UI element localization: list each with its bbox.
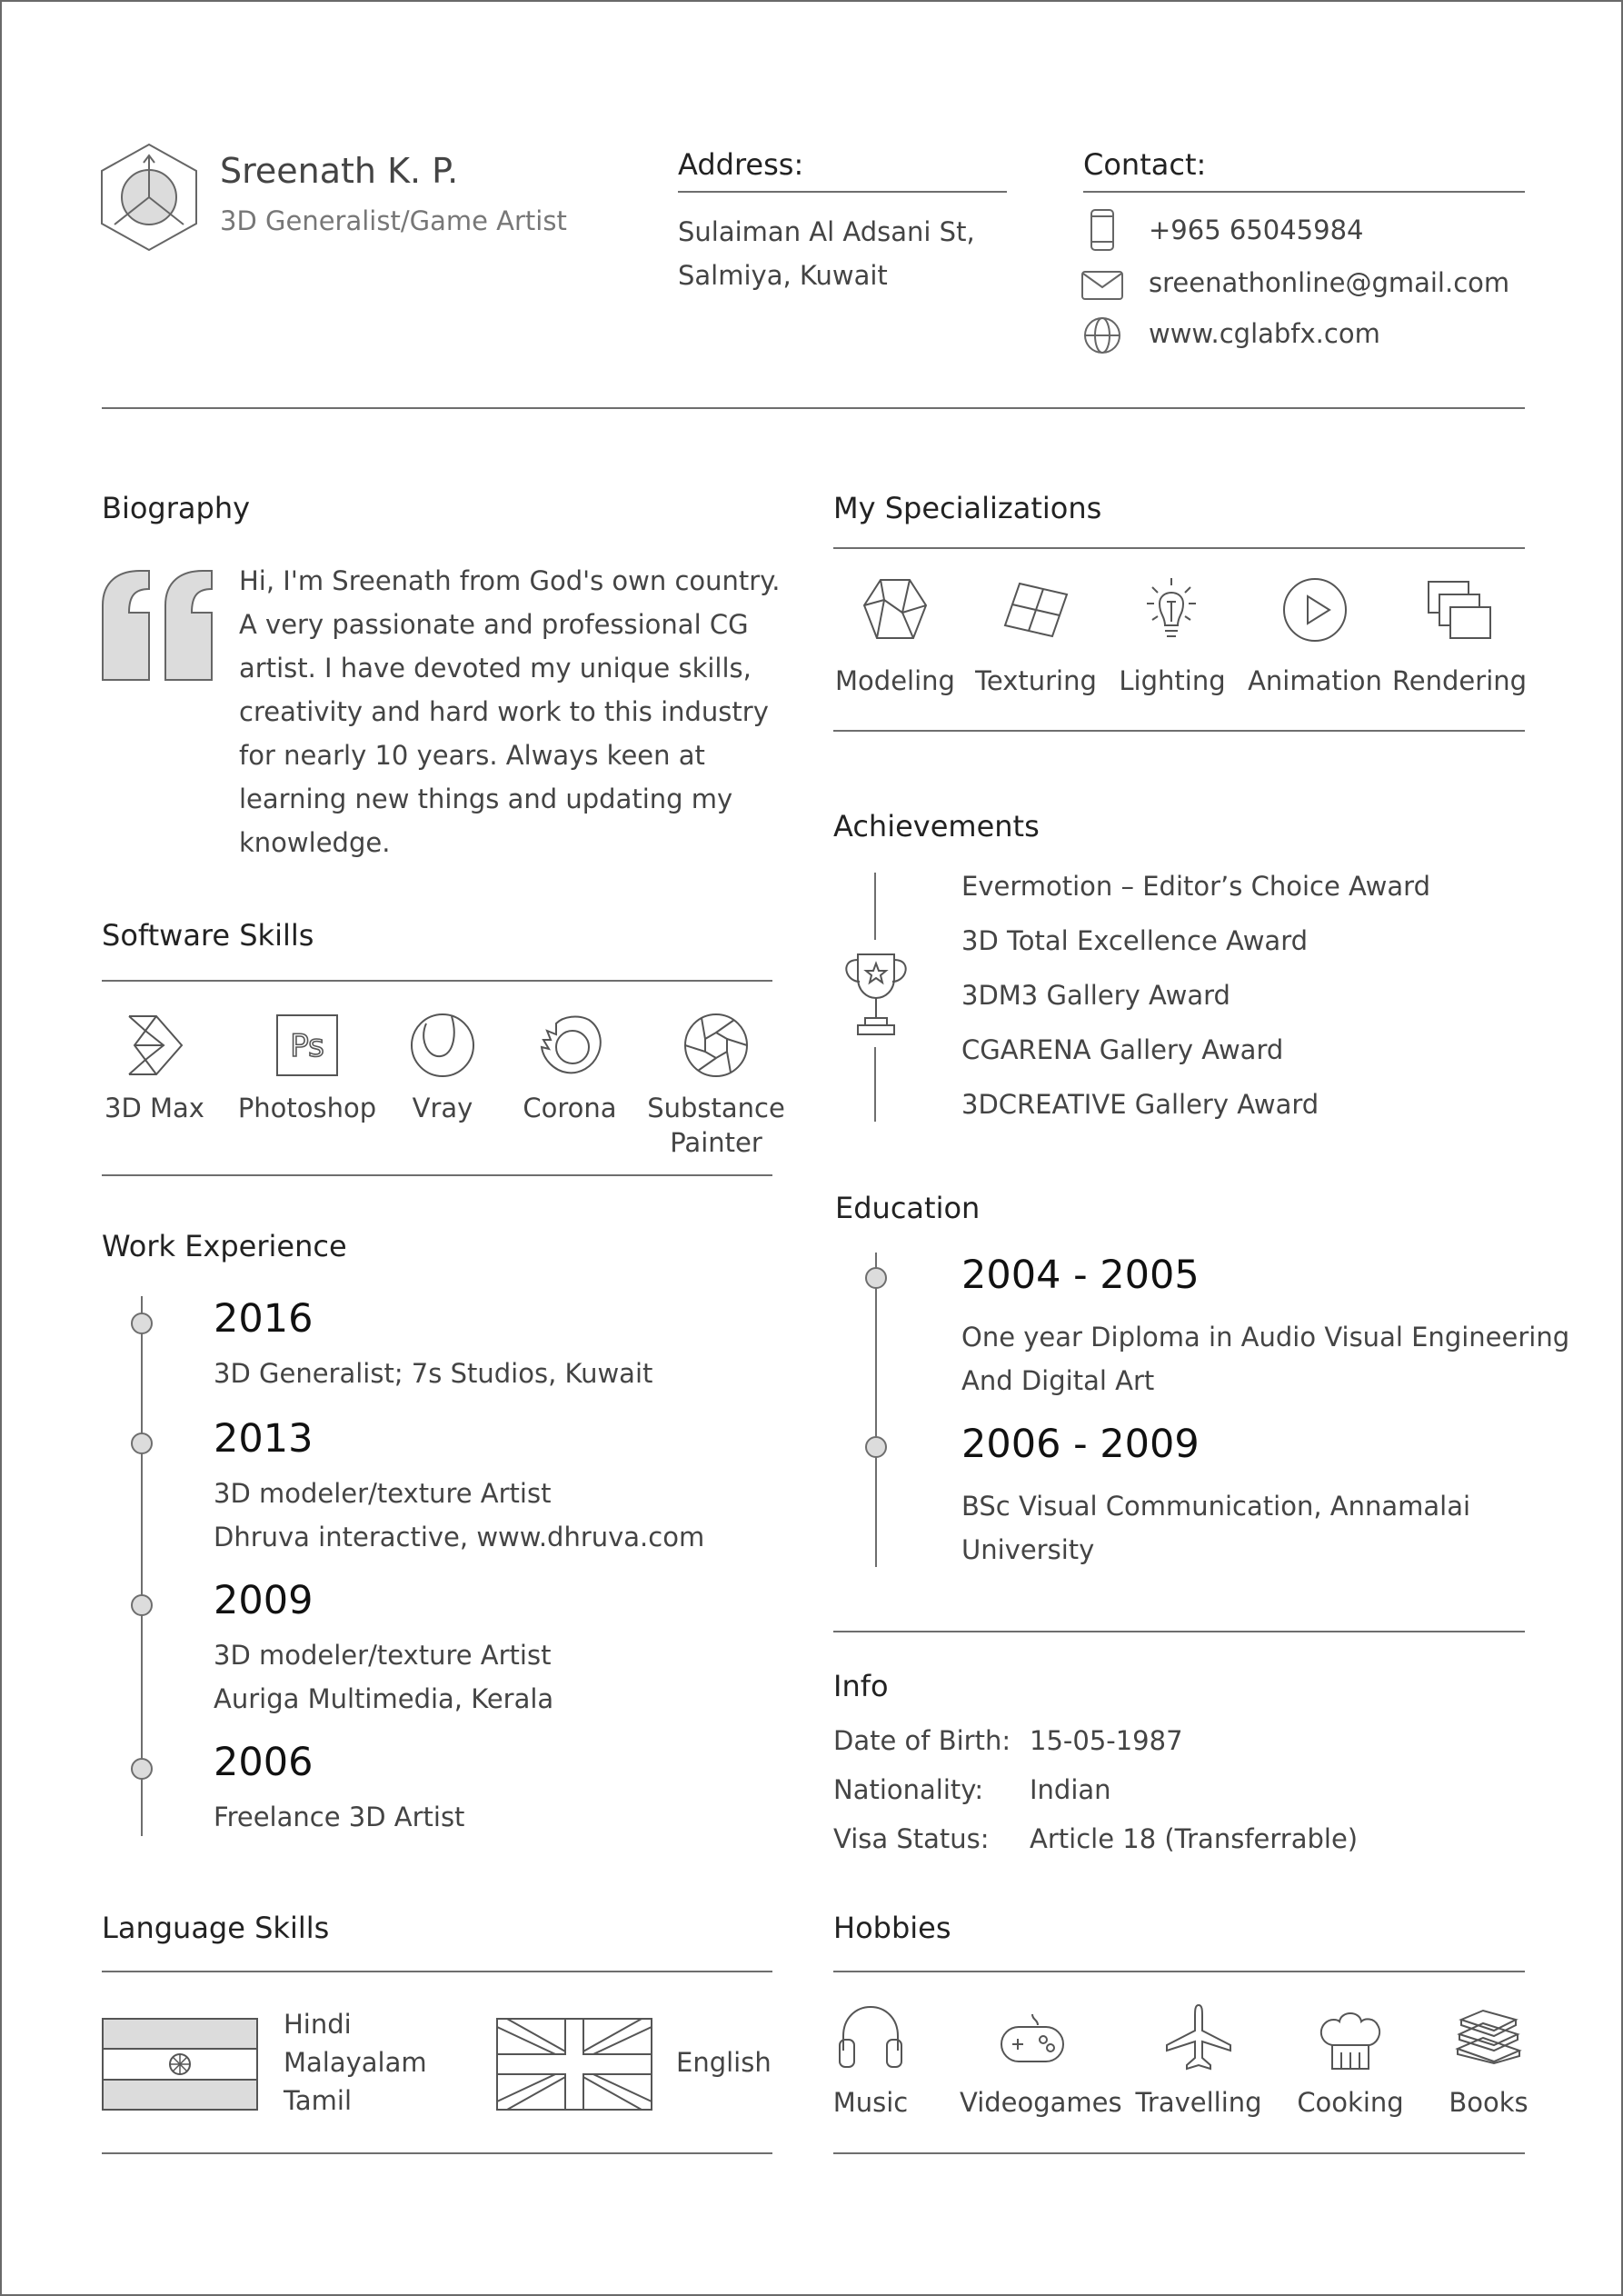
info-label-nationality: Nationality: <box>833 1774 984 1805</box>
software-top-rule <box>102 980 772 982</box>
work-line: Freelance 3D Artist <box>214 1802 465 1832</box>
hobbies-title: Hobbies <box>833 1911 951 1945</box>
specialization-label-rendering: Rendering <box>1391 665 1528 696</box>
language-tamil: Tamil <box>284 2085 353 2116</box>
software-label-painter: Painter <box>670 1127 762 1158</box>
work-line: Auriga Multimedia, Kerala <box>214 1683 554 1714</box>
phone-icon <box>1090 209 1114 251</box>
trophy-icon <box>843 951 909 1042</box>
hobby-label-cooking: Cooking <box>1297 2087 1404 2118</box>
hobbies-top-rule <box>833 1971 1525 1972</box>
achievement-item: CGARENA Gallery Award <box>961 1034 1284 1065</box>
education-timeline <box>875 1253 877 1567</box>
vray-icon <box>410 1013 475 1078</box>
achievement-item: 3D Total Excellence Award <box>961 925 1309 956</box>
work-dot <box>131 1594 153 1616</box>
gamepad-icon <box>1000 2012 1065 2065</box>
hobby-label-travelling: Travelling <box>1135 2087 1262 2118</box>
contact-email[interactable]: sreenathonline@gmail.com <box>1149 267 1510 298</box>
work-dot <box>131 1758 153 1780</box>
education-dot <box>865 1436 887 1458</box>
software-label-corona: Corona <box>523 1093 617 1123</box>
language-bottom-rule <box>102 2152 772 2154</box>
software-label-substance: Substance <box>647 1093 785 1123</box>
work-line: 3D modeler/texture Artist <box>214 1640 552 1671</box>
address-line-2: Salmiya, Kuwait <box>678 260 888 291</box>
corona-icon <box>536 1013 603 1078</box>
photoshop-icon <box>276 1014 338 1076</box>
education-line: University <box>961 1534 1095 1565</box>
quote-icon <box>102 569 214 682</box>
svg-text:Ps: Ps <box>290 1028 324 1064</box>
specialization-label-texturing: Texturing <box>975 665 1097 696</box>
achievements-line-bottom <box>874 1047 876 1122</box>
work-year: 2016 <box>214 1296 314 1342</box>
work-year: 2006 <box>214 1740 314 1785</box>
specialization-label-animation: Animation <box>1248 665 1382 696</box>
contact-website[interactable]: www.cglabfx.com <box>1149 318 1380 349</box>
software-label-vray: Vray <box>412 1093 473 1123</box>
education-line: One year Diploma in Audio Visual Engineering <box>961 1322 1570 1353</box>
polyhedron-icon <box>862 578 928 642</box>
bio-line-7: knowledge. <box>239 827 391 858</box>
education-years: 2006 - 2009 <box>961 1422 1200 1467</box>
info-label-visa: Visa Status: <box>833 1823 990 1854</box>
software-label-photoshop: Photoshop <box>237 1093 377 1123</box>
work-line: 3D modeler/texture Artist <box>214 1478 552 1509</box>
chef-hat-icon <box>1318 2003 1383 2071</box>
books-icon <box>1454 2009 1523 2065</box>
contact-rule <box>1083 191 1525 193</box>
bio-line-4: creativity and hard work to this industry <box>239 696 769 727</box>
bio-line-5: for nearly 10 years. Always keen at <box>239 740 705 771</box>
address-rule <box>678 191 1007 193</box>
education-line: BSc Visual Communication, Annamalai <box>961 1491 1471 1522</box>
cube-logo-icon <box>100 143 198 252</box>
hobbies-bottom-rule <box>833 2152 1525 2154</box>
education-line: And Digital Art <box>961 1365 1155 1396</box>
language-hindi: Hindi <box>284 2009 352 2040</box>
specializations-top-rule <box>833 547 1525 549</box>
software-skills-title: Software Skills <box>102 918 314 953</box>
work-line: Dhruva interactive, www.dhruva.com <box>214 1522 705 1552</box>
bio-line-6: learning new things and updating my <box>239 784 733 814</box>
envelope-icon <box>1081 271 1123 300</box>
biography-title: Biography <box>102 491 251 525</box>
candidate-role: 3D Generalist/Game Artist <box>220 205 567 236</box>
hobby-label-videogames: Videogames <box>960 2087 1122 2118</box>
work-dot <box>131 1313 153 1334</box>
specialization-label-lighting: Lighting <box>1119 665 1226 696</box>
candidate-name: Sreenath K. P. <box>220 151 459 191</box>
work-line: 3D Generalist; 7s Studios, Kuwait <box>214 1358 653 1389</box>
info-value-visa: Article 18 (Transferrable) <box>1030 1823 1359 1854</box>
address-title: Address: <box>678 147 804 182</box>
specializations-bottom-rule <box>833 730 1525 732</box>
work-experience-title: Work Experience <box>102 1229 347 1263</box>
achievements-title: Achievements <box>833 809 1040 844</box>
specialization-label-modeling: Modeling <box>835 665 955 696</box>
language-skills-title: Language Skills <box>102 1911 330 1945</box>
uv-tiles-icon <box>1003 582 1069 638</box>
education-bottom-rule <box>833 1631 1525 1632</box>
hobby-label-music: Music <box>832 2087 909 2118</box>
address-line-1: Sulaiman Al Adsani St, <box>678 216 975 247</box>
language-english: English <box>676 2047 772 2078</box>
play-circle-icon <box>1283 578 1347 642</box>
education-dot <box>865 1267 887 1289</box>
bio-line-3: artist. I have devoted my unique skills, <box>239 653 752 684</box>
info-value-nationality: Indian <box>1030 1774 1111 1805</box>
uk-flag-icon <box>496 2018 652 2111</box>
software-bottom-rule <box>102 1174 772 1176</box>
bio-line-2: A very passionate and professional CG <box>239 609 749 640</box>
achievements-line-top <box>874 873 876 940</box>
aperture-icon <box>683 1013 749 1078</box>
globe-icon <box>1084 317 1120 354</box>
info-value-dob: 15-05-1987 <box>1030 1725 1183 1756</box>
info-label-dob: Date of Birth: <box>833 1725 1011 1756</box>
work-dot <box>131 1433 153 1454</box>
achievement-item: 3DM3 Gallery Award <box>961 980 1230 1011</box>
contact-phone[interactable]: +965 65045984 <box>1149 215 1364 245</box>
work-timeline <box>141 1296 143 1836</box>
achievement-item: Evermotion – Editor’s Choice Award <box>961 871 1430 902</box>
education-title: Education <box>835 1191 981 1225</box>
specializations-title: My Specializations <box>833 491 1102 525</box>
stacked-frames-icon <box>1427 580 1492 640</box>
work-year: 2009 <box>214 1578 314 1623</box>
headphones-icon <box>838 2003 903 2071</box>
language-top-rule <box>102 1971 772 1972</box>
lightbulb-icon <box>1140 576 1203 644</box>
achievement-item: 3DCREATIVE Gallery Award <box>961 1089 1319 1120</box>
hobby-label-books: Books <box>1449 2087 1528 2118</box>
bio-line-1: Hi, I'm Sreenath from God's own country. <box>239 565 781 596</box>
work-year: 2013 <box>214 1416 314 1462</box>
language-malayalam: Malayalam <box>284 2047 427 2078</box>
software-label-3dmax: 3D Max <box>105 1093 204 1123</box>
info-title: Info <box>833 1669 889 1703</box>
contact-title: Contact: <box>1083 147 1207 182</box>
india-flag-icon <box>102 2018 258 2111</box>
header-divider <box>102 407 1525 409</box>
airplane-icon <box>1165 2003 1232 2071</box>
education-years: 2004 - 2005 <box>961 1253 1200 1298</box>
3ds-max-icon <box>125 1013 184 1078</box>
